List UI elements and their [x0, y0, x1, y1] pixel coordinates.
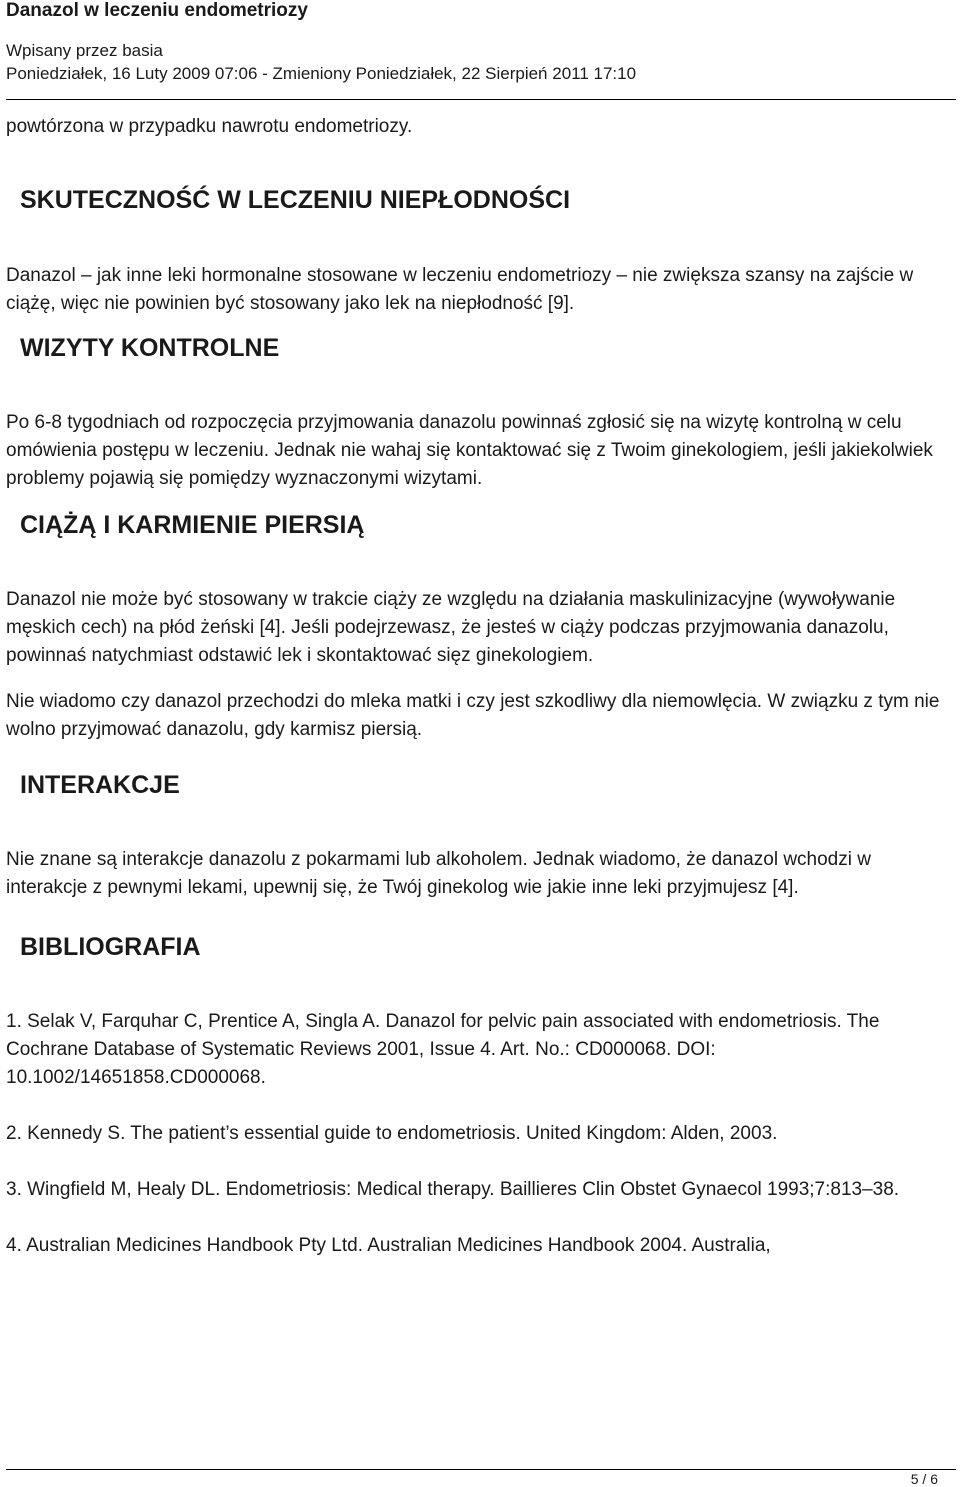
bibliography-item: 4. Australian Medicines Handbook Pty Ltd. Australian Medicines Handbook 2004. Australia,	[6, 1235, 771, 1256]
page-header	[6, 0, 956, 84]
section-heading-bibliography: BIBLIOGRAFIA	[20, 933, 201, 961]
fertility-paragraph: Danazol – jak inne leki hormonalne stosowane w leczeniu endometriozy – nie zwiększa szansy na zajście w ciążę, więc nie powinien być stosowany jako lek na niepłodność [9].	[6, 265, 914, 314]
visits-paragraph: Po 6-8 tygodniach od rozpoczęcia przyjmowania danazolu powinnaś zgłosić się na wizytę kontrolną w celu omówienia postępu w leczeniu. Jednak nie wahaj się kontaktować się z Twoim ginekologiem, jeśli jakiekolwiek problemy pojawią się pomiędzy wyznaczonymi wizytami.	[6, 412, 933, 489]
pregnancy-paragraph: Danazol nie może być stosowany w trakcie ciąży ze względu na działania maskulinizacyjne (wywoływanie męskich cech) na płód żeński [4]. Jeśli podejrzewasz, że jesteś w ciąży podczas przyjmowania danazolu, powinnaś natychmiast odstawić lek i skontaktować sięz ginekologiem.	[6, 589, 896, 666]
section-heading-interactions: INTERAKCJE	[20, 771, 180, 799]
date-line: Poniedziałek, 16 Luty 2009 07:06 - Zmieniony Poniedziałek, 22 Sierpień 2011 17:10	[6, 64, 637, 83]
author-line: Wpisany przez basia	[6, 41, 163, 60]
footer-divider	[6, 1469, 956, 1470]
bibliography-item: 2. Kennedy S. The patient’s essential guide to endometriosis. United Kingdom: Alden, 2003.	[6, 1123, 778, 1144]
bibliography-item: 3. Wingfield M, Healy DL. Endometriosis: Medical therapy. Baillieres Clin Obstet Gynaecol 1993;7:813–38.	[6, 1179, 900, 1200]
bibliography-item: 1. Selak V, Farquhar C, Prentice A, Singla A. Danazol for pelvic pain associated with endometriosis. The Cochrane Database of Systematic Reviews 2001, Issue 4. Art. No.: CD000068. DOI: 10.1002/14651858.CD000068.	[6, 1011, 880, 1088]
intro-paragraph: powtórzona w przypadku nawrotu endometriozy.	[6, 116, 413, 137]
interactions-paragraph: Nie znane są interakcje danazolu z pokarmami lub alkoholem. Jednak wiadomo, że danazol wchodzi w interakcje z pewnymi lekami, upewnij się, że Twój ginekolog wie jakie inne leki przyjmujesz [4].	[6, 849, 871, 898]
page-number: 5 / 6	[910, 1471, 938, 1487]
breastfeeding-paragraph: Nie wiadomo czy danazol przechodzi do mleka matki i czy jest szkodliwy dla niemowlęcia. W związku z tym nie wolno przyjmować danazolu, gdy karmisz piersią.	[6, 691, 940, 740]
section-heading-fertility: SKUTECZNOŚĆ W LECZENIU NIEPŁODNOŚCI	[20, 186, 571, 214]
section-heading-visits: WIZYTY KONTROLNE	[20, 334, 280, 362]
header-divider	[6, 99, 956, 100]
document-title: Danazol w leczeniu endometriozy	[6, 0, 308, 21]
section-heading-pregnancy: CIĄŻĄ I KARMIENIE PIERSIĄ	[20, 511, 365, 539]
article-body	[6, 113, 956, 1260]
